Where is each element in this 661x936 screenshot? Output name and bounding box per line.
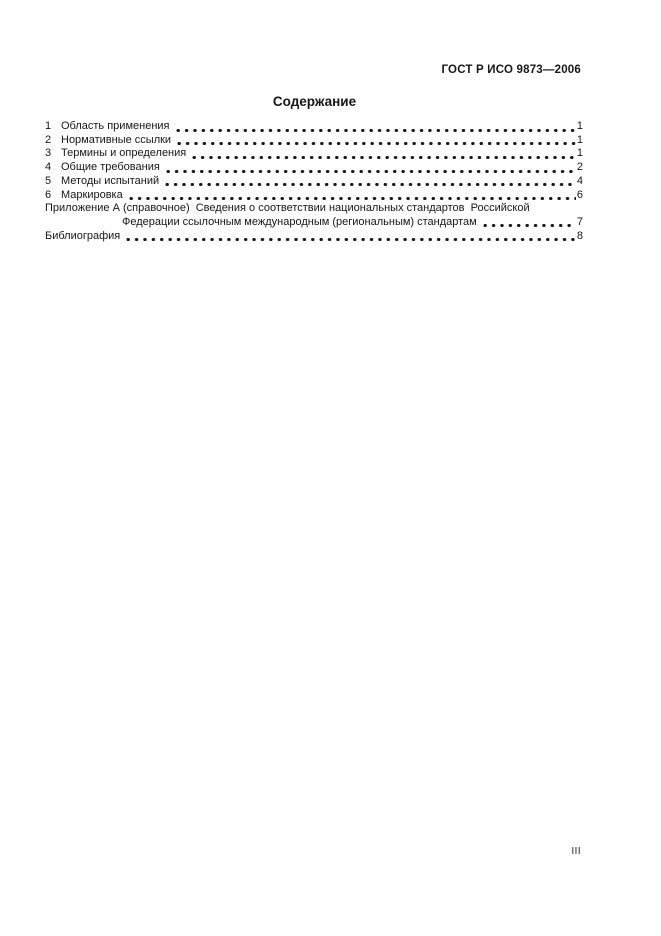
toc-entry-appendix-line1: [45, 202, 583, 216]
toc-entry-label: Термины и определения: [61, 147, 187, 160]
dot-leader: [173, 120, 576, 134]
toc-entry-page: 1: [576, 133, 583, 146]
toc-entry-number: 5: [45, 174, 52, 187]
dot-leader: [480, 216, 571, 230]
toc-entry: [45, 120, 583, 134]
toc-entry-label: Общие требования: [61, 161, 160, 174]
toc-entry-label: Маркировка: [61, 188, 123, 201]
toc-entry-number: 6: [45, 188, 52, 201]
toc-entry-label: Область применения: [61, 120, 170, 132]
toc-entry-label: Федерации ссылочным международным (региональным) стандартам: [122, 215, 477, 228]
toc-entry: [45, 189, 583, 203]
folio-page-number: III: [571, 845, 581, 857]
dot-leader: [163, 161, 576, 175]
toc-entry-label: Методы испытаний: [61, 174, 160, 187]
toc-entry-label: Нормативные ссылки: [61, 133, 172, 146]
dot-leader: [123, 230, 576, 244]
toc-entry-page: 8: [576, 229, 583, 242]
toc-entry-page: 1: [576, 120, 583, 132]
toc-entry-number: 4: [45, 161, 52, 174]
dot-leader: [126, 189, 576, 203]
toc-entry: [45, 134, 583, 148]
toc-entry-page: 1: [576, 147, 583, 160]
page-title: Содержание: [272, 94, 357, 109]
toc-entry-page: 6: [576, 188, 583, 201]
toc-entry: [45, 161, 583, 175]
toc-entry-number: 3: [45, 147, 52, 160]
toc-entry-page: 2: [576, 161, 583, 174]
toc-entry-number: 2: [45, 133, 52, 146]
standard-designation: ГОСТ Р ИСО 9873—2006: [441, 64, 581, 76]
dot-leader: [189, 147, 576, 161]
toc-entry-page: 7: [576, 215, 583, 228]
toc-entry-label: Приложение А (справочное) Сведения о соответствии национальных стандартов Российской: [45, 202, 530, 215]
toc-entry-label: Библиография: [45, 229, 121, 242]
dot-leader: [174, 134, 576, 148]
toc-entry-appendix-line2: [45, 216, 583, 230]
toc-entry: [45, 175, 583, 189]
toc-entry: [45, 230, 583, 244]
toc-entry-page: 4: [576, 174, 583, 187]
toc-entry: [45, 147, 583, 161]
table-of-contents: [45, 120, 583, 243]
dot-leader: [162, 175, 576, 189]
toc-entry-number: 1: [45, 120, 52, 132]
